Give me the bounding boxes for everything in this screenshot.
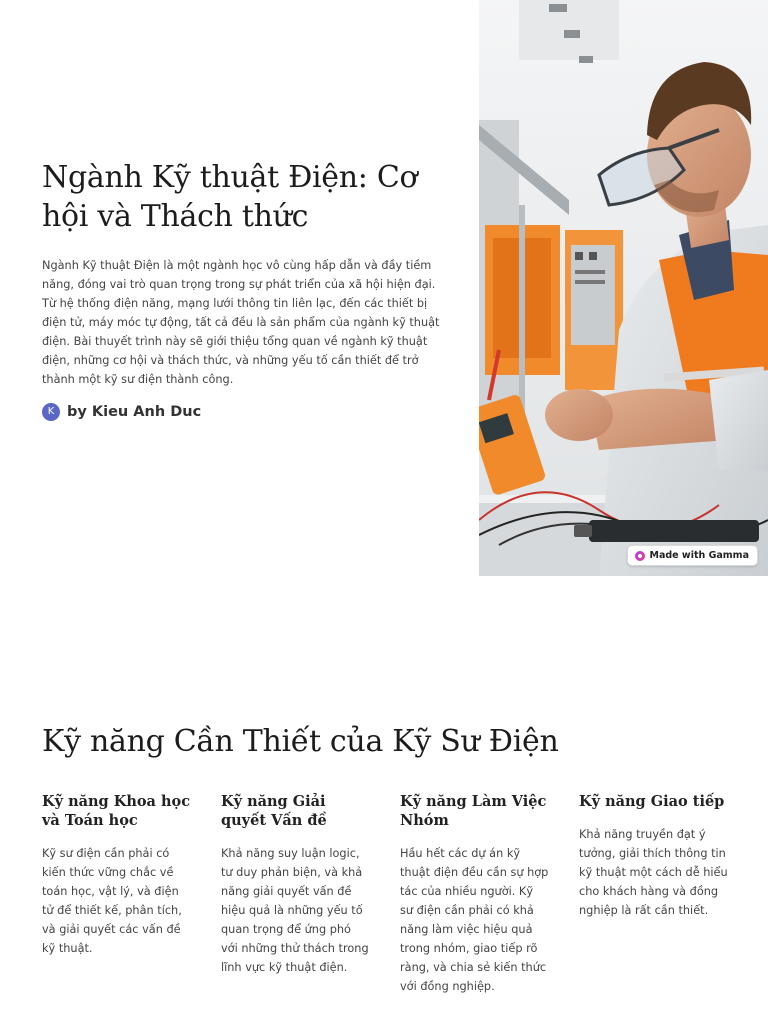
skill-card-title: Kỹ năng Giải quyết Vấn đề (221, 793, 327, 829)
skills-section (42, 722, 742, 996)
skill-card-description: Kỹ sư điện cần phải có kiến thức vững chắc về toán học, vật lý, và điện tử để thiết kế, phân tích, và giải quyết các vấn đề kỹ thuật. (42, 847, 182, 955)
skill-card-science-math (42, 792, 191, 996)
gamma-logo-icon (635, 551, 645, 561)
skill-card-communication (579, 792, 728, 996)
skill-card-title: Kỹ năng Làm Việc Nhóm (400, 793, 547, 829)
skills-grid (42, 792, 742, 996)
hero-image-engineer (479, 0, 768, 576)
engineer-illustration (479, 0, 768, 576)
hero-title: Ngành Kỹ thuật Điện: Cơ hội và Thách thức (42, 160, 418, 234)
skill-card-title: Kỹ năng Giao tiếp (579, 793, 725, 810)
skill-card-problem-solving (221, 792, 370, 996)
author-byline (42, 403, 442, 421)
hero-section (42, 158, 442, 421)
skill-card-description: Hầu hết các dự án kỹ thuật điện đều cần sự hợp tác của nhiều người. Kỹ sư điện cần phải có khả năng làm việc hiệu quả trong nhóm, giao tiếp rõ ràng, và chia sẻ kiến thức với đồng nghiệp. (400, 847, 549, 993)
author-name: by Kieu Anh Duc (67, 404, 202, 420)
badge-label: Made with Gamma (649, 550, 749, 561)
skill-card-description: Khả năng suy luận logic, tư duy phản biện, và khả năng giải quyết vấn đề hiệu quả là những yếu tố quan trọng để ứng phó với những thử thách trong lĩnh vực kỹ thuật điện. (221, 847, 369, 974)
author-avatar: K (42, 403, 60, 421)
skill-card-teamwork (400, 792, 549, 996)
skill-card-title: Kỹ năng Khoa học và Toán học (42, 793, 191, 829)
hero-description: Ngành Kỹ thuật Điện là một ngành học vô cùng hấp dẫn và đầy tiềm năng, đóng vai trò quan trọng trong sự phát triển của xã hội hiện đại. Từ hệ thống điện năng, mạng lưới thông tin liên lạc, đến các thiết bị điện tử, máy móc tự động, tất cả đều là sản phẩm của ngành kỹ thuật điện. Bài thuyết trình này sẽ giới thiệu tổng quan về ngành kỹ thuật điện, những cơ hội và thách thức, và những yếu tố cần thiết để trở thành một kỹ sư điện thành công. (42, 259, 440, 386)
made-with-gamma-badge[interactable] (627, 545, 758, 566)
skills-title: Kỹ năng Cần Thiết của Kỹ Sư Điện (42, 724, 559, 759)
skill-card-description: Khả năng truyền đạt ý tưởng, giải thích thông tin kỹ thuật một cách dễ hiểu cho khách hàng và đồng nghiệp là rất cần thiết. (579, 828, 728, 917)
